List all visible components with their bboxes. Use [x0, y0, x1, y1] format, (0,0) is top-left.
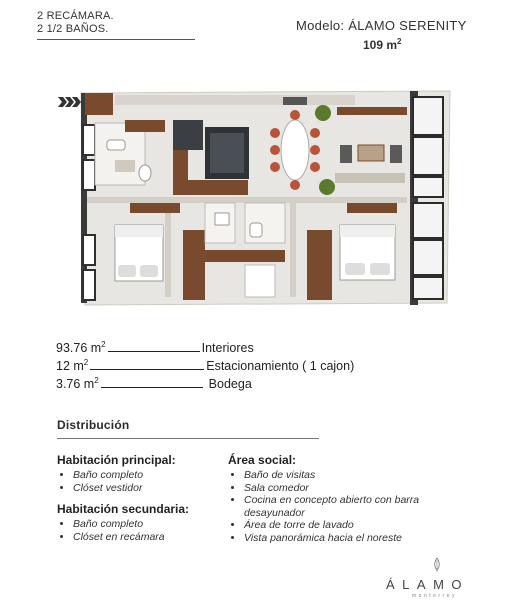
list-item: • Clóset vestidor	[73, 482, 227, 495]
area-row-estacionamiento	[56, 355, 354, 373]
total-area-value: 109 m	[363, 38, 398, 52]
area-leader-line	[108, 351, 200, 352]
list-item: • Cocina en concepto abierto con barra	[244, 494, 468, 507]
bedrooms-column	[57, 453, 227, 551]
total-area	[363, 37, 401, 52]
area-row-bodega	[56, 373, 354, 391]
area-label: Bodega	[208, 377, 252, 391]
list-item: • Sala comedor	[244, 482, 468, 495]
bathrooms-label: 2 1/2 BAÑOS.	[37, 23, 109, 35]
area-label: Estacionamiento ( 1 cajon)	[206, 359, 355, 373]
area-breakdown	[56, 337, 354, 391]
area-leader-line	[101, 387, 203, 388]
list-item: • Clóset en recámara	[73, 531, 227, 544]
secundaria-title: Habitación secundaria:	[57, 502, 190, 516]
header-divider	[37, 39, 195, 40]
brand-logo: ÁLAMO	[386, 577, 470, 592]
area-value: 3.76 $m^2$	[56, 375, 99, 391]
principal-title: Habitación principal:	[57, 453, 176, 467]
area-row-interiores	[56, 337, 354, 355]
area-value: 12 $m^2$	[56, 357, 89, 373]
distribution-title: Distribución	[57, 418, 130, 432]
list-item: • Baño completo	[73, 518, 227, 531]
bedrooms-label: 2 RECÁMARA.	[37, 10, 114, 22]
total-area-unit: 2	[397, 37, 402, 46]
secundaria-list	[57, 518, 227, 543]
area-label: Interiores	[201, 341, 254, 355]
leaf-logo-icon	[432, 557, 442, 573]
floor-plan-render	[55, 85, 455, 310]
list-item: • Área de torre de lavado	[244, 519, 468, 532]
area-value: 93.76 $m^2$	[56, 339, 106, 355]
model-name: Modelo: ÁLAMO SERENITY	[296, 18, 467, 33]
social-list	[228, 469, 468, 544]
list-item: • Baño de visitas	[244, 469, 468, 482]
brand-subtitle: monterrey	[412, 593, 458, 599]
distribution-divider	[57, 438, 319, 439]
list-item: • Vista panorámica hacia el noreste	[244, 532, 468, 545]
social-title: Área social:	[228, 453, 297, 467]
list-item: • Baño completo	[73, 469, 227, 482]
principal-list	[57, 469, 227, 494]
unit-summary	[37, 10, 195, 40]
area-leader-line	[90, 369, 204, 370]
entrance-arrows-icon	[58, 97, 81, 107]
list-item: desayunador	[244, 506, 305, 519]
social-column	[228, 453, 468, 552]
